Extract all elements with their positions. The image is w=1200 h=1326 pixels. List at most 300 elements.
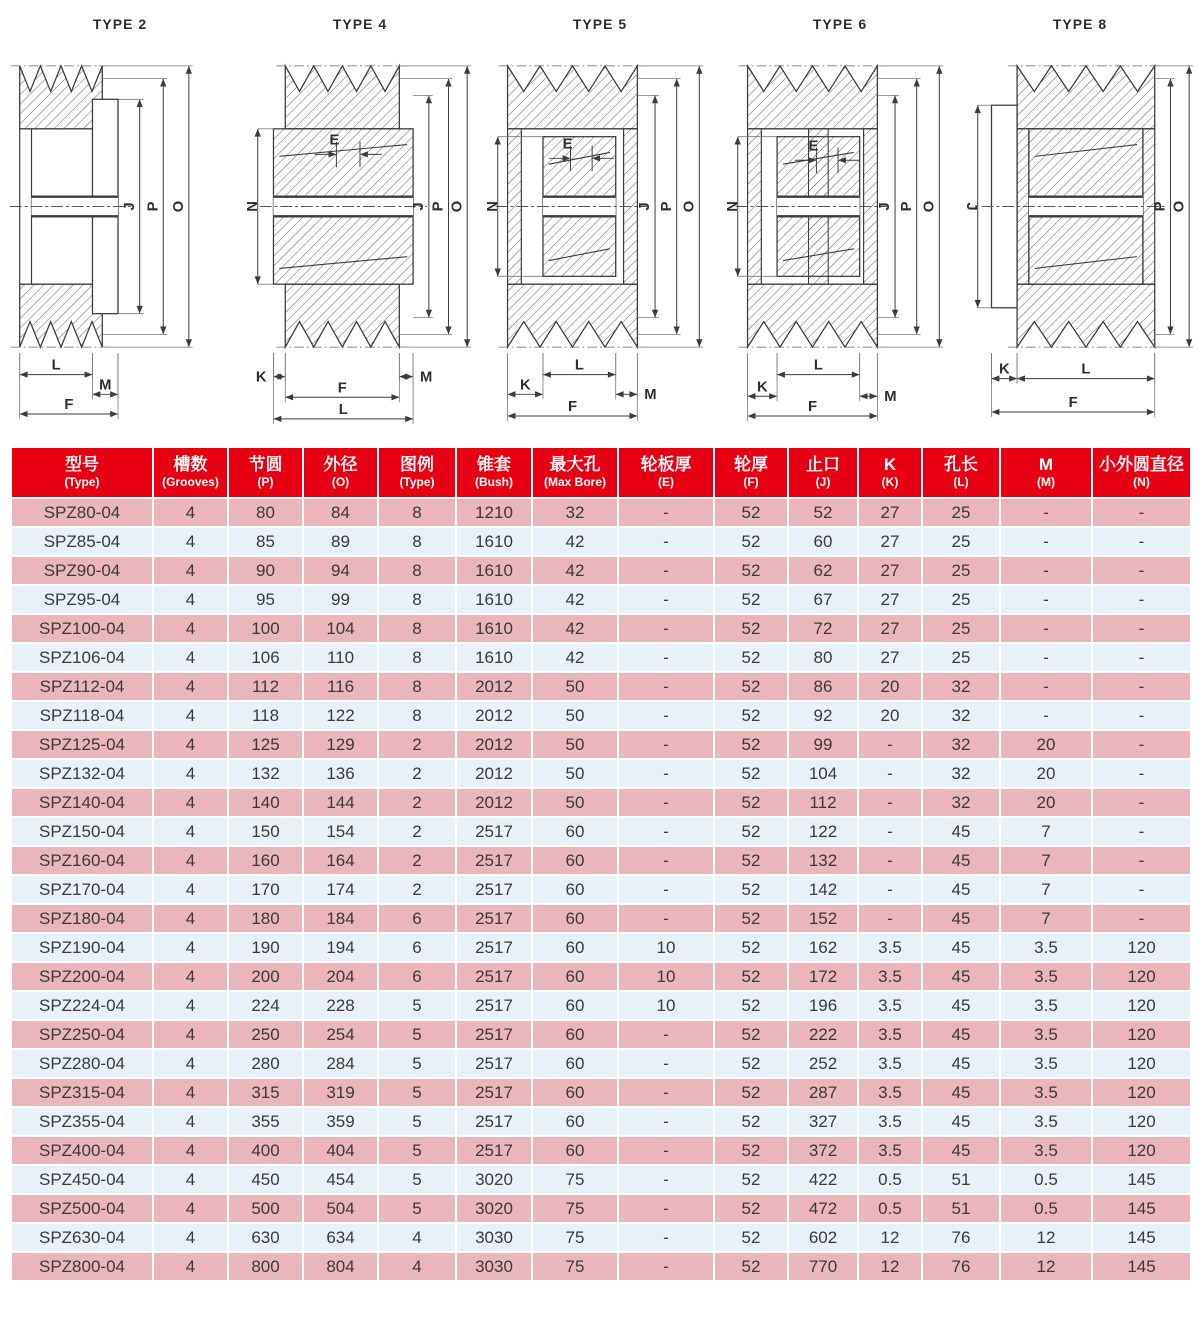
- cell: 145: [1092, 1165, 1191, 1194]
- column-header-zh: 槽数: [173, 455, 208, 474]
- cell: 8: [378, 672, 456, 701]
- cell: 634: [303, 1223, 378, 1252]
- cell: SPZ355-04: [11, 1107, 153, 1136]
- cell: 2517: [456, 1136, 532, 1165]
- cell: 1210: [456, 498, 532, 527]
- svg-text:O: O: [1171, 200, 1188, 213]
- cell: 10: [618, 962, 714, 991]
- cell: 3030: [456, 1223, 532, 1252]
- cell: 51: [922, 1194, 1000, 1223]
- cell: 62: [788, 556, 858, 585]
- cell: 20: [858, 701, 922, 730]
- cell: 2012: [456, 672, 532, 701]
- cell: -: [618, 788, 714, 817]
- cell: 7: [1000, 817, 1092, 846]
- cell: 3020: [456, 1194, 532, 1223]
- cell: 4: [153, 846, 228, 875]
- table-row: [11, 875, 1191, 904]
- cell: 10: [618, 933, 714, 962]
- cell: -: [1000, 643, 1092, 672]
- cell: 770: [788, 1252, 858, 1281]
- cell: 95: [228, 585, 303, 614]
- cell: 145: [1092, 1194, 1191, 1223]
- cell: SPZ190-04: [11, 933, 153, 962]
- cell: -: [618, 846, 714, 875]
- column-header-zh: 孔长: [944, 455, 978, 474]
- cell: -: [1092, 730, 1191, 759]
- cell: 145: [1092, 1223, 1191, 1252]
- cell: 42: [532, 527, 618, 556]
- diagram-type-4: [240, 10, 480, 446]
- cell: 800: [228, 1252, 303, 1281]
- cell: -: [1092, 614, 1191, 643]
- svg-text:L: L: [813, 357, 823, 374]
- cell: -: [1092, 556, 1191, 585]
- cell: -: [1092, 672, 1191, 701]
- cell: 204: [303, 962, 378, 991]
- cell: 454: [303, 1165, 378, 1194]
- cell: 76: [922, 1223, 1000, 1252]
- cell: 602: [788, 1223, 858, 1252]
- cell: 8: [378, 643, 456, 672]
- cell: 5: [378, 1078, 456, 1107]
- cell: 252: [788, 1049, 858, 1078]
- table-row: [11, 1136, 1191, 1165]
- svg-text:O: O: [449, 200, 466, 213]
- table-row: [11, 730, 1191, 759]
- cell: 45: [922, 846, 1000, 875]
- cell: 32: [922, 672, 1000, 701]
- diagram-type-2: [0, 10, 240, 446]
- cell: 106: [228, 643, 303, 672]
- cell: 4: [153, 556, 228, 585]
- cell: 136: [303, 759, 378, 788]
- column-header-zh: K: [883, 455, 897, 474]
- diagram-title: TYPE 6: [812, 16, 868, 32]
- svg-text:E: E: [329, 132, 340, 149]
- cell: -: [1000, 498, 1092, 527]
- cell: 45: [922, 817, 1000, 846]
- pulley-diagrams: [0, 0, 1200, 446]
- cell: 184: [303, 904, 378, 933]
- cell: 60: [532, 817, 618, 846]
- cell: -: [858, 788, 922, 817]
- cell: SPZ170-04: [11, 875, 153, 904]
- cell: 72: [788, 614, 858, 643]
- cell: 1610: [456, 556, 532, 585]
- cell: 60: [532, 962, 618, 991]
- cell: 3.5: [858, 1136, 922, 1165]
- cell: 25: [922, 527, 1000, 556]
- column-header-11: [922, 447, 1000, 498]
- column-header-7: [618, 447, 714, 498]
- cell: 51: [922, 1165, 1000, 1194]
- cell: SPZ125-04: [11, 730, 153, 759]
- column-header-en: (Type): [399, 475, 435, 489]
- cell: 100: [228, 614, 303, 643]
- cell: SPZ400-04: [11, 1136, 153, 1165]
- cell: 52: [714, 1107, 788, 1136]
- cell: 32: [922, 701, 1000, 730]
- cell: 27: [858, 556, 922, 585]
- cell: 2517: [456, 962, 532, 991]
- cell: 94: [303, 556, 378, 585]
- cell: 89: [303, 527, 378, 556]
- cell: 52: [788, 498, 858, 527]
- column-header-zh: 外径: [323, 455, 358, 474]
- svg-text:F: F: [1068, 395, 1078, 412]
- cell: 154: [303, 817, 378, 846]
- svg-text:P: P: [1152, 201, 1169, 212]
- table-row: [11, 1049, 1191, 1078]
- cell: 3.5: [858, 991, 922, 1020]
- cell: -: [1092, 701, 1191, 730]
- cell: 118: [228, 701, 303, 730]
- cell: 4: [153, 1136, 228, 1165]
- cell: 2: [378, 788, 456, 817]
- table-row: [11, 1078, 1191, 1107]
- table-row: [11, 527, 1191, 556]
- cell: 129: [303, 730, 378, 759]
- cell: 75: [532, 1165, 618, 1194]
- cell: 2517: [456, 933, 532, 962]
- cell: SPZ90-04: [11, 556, 153, 585]
- svg-text:J: J: [962, 202, 979, 211]
- cell: 3020: [456, 1165, 532, 1194]
- cell: 52: [714, 527, 788, 556]
- cell: SPZ280-04: [11, 1049, 153, 1078]
- cell: SPZ100-04: [11, 614, 153, 643]
- cell: 45: [922, 875, 1000, 904]
- cell: -: [1000, 614, 1092, 643]
- cell: -: [618, 1078, 714, 1107]
- cell: 3.5: [1000, 1078, 1092, 1107]
- cell: 8: [378, 556, 456, 585]
- cell: 52: [714, 585, 788, 614]
- cell: 2012: [456, 701, 532, 730]
- diagram-title: TYPE 4: [332, 16, 388, 32]
- cell: -: [858, 759, 922, 788]
- column-header-0: [11, 447, 153, 498]
- svg-text:K: K: [255, 369, 267, 386]
- cell: 12: [1000, 1223, 1092, 1252]
- cell: 50: [532, 759, 618, 788]
- cell: 4: [153, 585, 228, 614]
- cell: 45: [922, 1136, 1000, 1165]
- cell: 8: [378, 498, 456, 527]
- cell: 42: [532, 585, 618, 614]
- diagram-type-8: [960, 10, 1200, 446]
- cell: 327: [788, 1107, 858, 1136]
- diagram-title: TYPE 2: [92, 16, 148, 32]
- cell: 222: [788, 1020, 858, 1049]
- cell: SPZ500-04: [11, 1194, 153, 1223]
- svg-text:N: N: [482, 201, 499, 212]
- cell: 4: [153, 788, 228, 817]
- cell: 804: [303, 1252, 378, 1281]
- cell: 4: [153, 614, 228, 643]
- cell: 7: [1000, 846, 1092, 875]
- cell: SPZ450-04: [11, 1165, 153, 1194]
- svg-text:P: P: [658, 201, 675, 212]
- cell: 359: [303, 1107, 378, 1136]
- cell: 52: [714, 701, 788, 730]
- cell: 20: [858, 672, 922, 701]
- column-header-9: [788, 447, 858, 498]
- cell: 2517: [456, 817, 532, 846]
- cell: 3.5: [858, 1049, 922, 1078]
- cell: 4: [153, 962, 228, 991]
- cell: -: [618, 701, 714, 730]
- cell: 3.5: [1000, 991, 1092, 1020]
- cell: SPZ85-04: [11, 527, 153, 556]
- spec-table-head: [11, 447, 1191, 498]
- svg-text:F: F: [337, 380, 347, 397]
- cell: 4: [153, 991, 228, 1020]
- svg-text:K: K: [756, 379, 768, 396]
- cell: 0.5: [1000, 1165, 1092, 1194]
- table-row: [11, 817, 1191, 846]
- cell: 25: [922, 614, 1000, 643]
- cell: 150: [228, 817, 303, 846]
- cell: 5: [378, 1194, 456, 1223]
- cell: 25: [922, 498, 1000, 527]
- cell: 450: [228, 1165, 303, 1194]
- cell: 5: [378, 1136, 456, 1165]
- cell: 3.5: [858, 933, 922, 962]
- cell: 152: [788, 904, 858, 933]
- cell: 2: [378, 730, 456, 759]
- cell: 120: [1092, 1078, 1191, 1107]
- cell: 45: [922, 1020, 1000, 1049]
- cell: 116: [303, 672, 378, 701]
- cell: 45: [922, 904, 1000, 933]
- table-row: [11, 614, 1191, 643]
- svg-text:O: O: [681, 200, 698, 213]
- cell: 4: [153, 1252, 228, 1281]
- cell: -: [858, 875, 922, 904]
- cell: SPZ140-04: [11, 788, 153, 817]
- diagram-title: TYPE 8: [1052, 16, 1108, 32]
- svg-text:L: L: [338, 401, 348, 418]
- cell: 174: [303, 875, 378, 904]
- cell: 400: [228, 1136, 303, 1165]
- cell: 32: [922, 759, 1000, 788]
- cell: SPZ800-04: [11, 1252, 153, 1281]
- cell: 2517: [456, 991, 532, 1020]
- cell: 52: [714, 962, 788, 991]
- cell: 3.5: [1000, 962, 1092, 991]
- cell: 319: [303, 1078, 378, 1107]
- table-row: [11, 556, 1191, 585]
- cell: 52: [714, 875, 788, 904]
- cell: 27: [858, 614, 922, 643]
- column-header-zh: 小外圆直径: [1099, 455, 1184, 474]
- cell: 27: [858, 643, 922, 672]
- cell: 4: [153, 904, 228, 933]
- svg-text:E: E: [562, 136, 573, 153]
- cell: 12: [1000, 1252, 1092, 1281]
- cell: 3.5: [1000, 1020, 1092, 1049]
- cell: SPZ180-04: [11, 904, 153, 933]
- column-header-zh: 止口: [806, 455, 840, 474]
- cell: 45: [922, 933, 1000, 962]
- cell: 32: [532, 498, 618, 527]
- cell: 120: [1092, 933, 1191, 962]
- cell: 52: [714, 933, 788, 962]
- cell: 2012: [456, 759, 532, 788]
- cell: 2: [378, 817, 456, 846]
- cell: 3.5: [1000, 933, 1092, 962]
- spec-table: [10, 446, 1192, 1282]
- cell: 1610: [456, 527, 532, 556]
- svg-text:L: L: [51, 357, 61, 374]
- cell: 504: [303, 1194, 378, 1223]
- table-row: [11, 962, 1191, 991]
- table-row: [11, 1107, 1191, 1136]
- cell: 120: [1092, 1136, 1191, 1165]
- cell: 110: [303, 643, 378, 672]
- cell: 280: [228, 1049, 303, 1078]
- table-row: [11, 1223, 1191, 1252]
- cell: 228: [303, 991, 378, 1020]
- svg-text:E: E: [808, 138, 819, 155]
- cell: 42: [532, 556, 618, 585]
- column-header-en: (M): [1037, 475, 1055, 489]
- cell: -: [858, 730, 922, 759]
- cell: SPZ160-04: [11, 846, 153, 875]
- cell: -: [618, 730, 714, 759]
- cell: 472: [788, 1194, 858, 1223]
- table-row: [11, 933, 1191, 962]
- column-header-en: (F): [743, 475, 759, 489]
- cell: 2517: [456, 1107, 532, 1136]
- column-header-en: (O): [331, 475, 350, 489]
- cell: 120: [1092, 1020, 1191, 1049]
- cell: 1610: [456, 614, 532, 643]
- svg-text:L: L: [574, 357, 584, 374]
- cell: 3.5: [858, 1107, 922, 1136]
- cell: 60: [532, 846, 618, 875]
- diagram-type-6: [720, 10, 960, 446]
- cell: 4: [153, 1194, 228, 1223]
- cell: -: [858, 904, 922, 933]
- cell: 254: [303, 1020, 378, 1049]
- cell: -: [618, 817, 714, 846]
- cell: 50: [532, 788, 618, 817]
- pulley-drawing: [962, 34, 1198, 438]
- column-header-en: (P): [257, 475, 274, 489]
- cell: 50: [532, 701, 618, 730]
- cell: 60: [532, 1136, 618, 1165]
- cell: 52: [714, 672, 788, 701]
- cell: -: [1092, 527, 1191, 556]
- column-header-en: (Max Bore): [543, 475, 606, 489]
- cell: 196: [788, 991, 858, 1020]
- cell: 52: [714, 788, 788, 817]
- column-header-4: [378, 447, 456, 498]
- column-header-zh: 轮板厚: [640, 455, 692, 474]
- cell: 4: [153, 643, 228, 672]
- cell: 4: [153, 759, 228, 788]
- svg-text:F: F: [64, 397, 74, 414]
- column-header-en: (J): [815, 475, 831, 489]
- cell: 60: [532, 1078, 618, 1107]
- cell: -: [618, 614, 714, 643]
- cell: 2012: [456, 788, 532, 817]
- column-header-en: (Type): [64, 475, 100, 489]
- cell: 284: [303, 1049, 378, 1078]
- pulley-drawing: [2, 34, 238, 438]
- cell: 140: [228, 788, 303, 817]
- cell: 76: [922, 1252, 1000, 1281]
- svg-text:P: P: [430, 201, 447, 212]
- cell: 20: [1000, 759, 1092, 788]
- table-row: [11, 1165, 1191, 1194]
- cell: 90: [228, 556, 303, 585]
- cell: SPZ118-04: [11, 701, 153, 730]
- cell: 4: [153, 1165, 228, 1194]
- table-row: [11, 498, 1191, 527]
- cell: -: [1092, 585, 1191, 614]
- svg-text:N: N: [242, 201, 259, 212]
- cell: 104: [788, 759, 858, 788]
- cell: 145: [1092, 1252, 1191, 1281]
- cell: 194: [303, 933, 378, 962]
- cell: SPZ112-04: [11, 672, 153, 701]
- cell: 52: [714, 730, 788, 759]
- cell: 60: [532, 1049, 618, 1078]
- column-header-zh: 最大孔: [549, 455, 601, 474]
- cell: -: [618, 643, 714, 672]
- cell: -: [618, 875, 714, 904]
- cell: -: [1000, 701, 1092, 730]
- column-header-1: [153, 447, 228, 498]
- cell: 52: [714, 1078, 788, 1107]
- column-header-en: (Bush): [475, 475, 513, 489]
- cell: 50: [532, 672, 618, 701]
- cell: 0.5: [1000, 1194, 1092, 1223]
- cell: -: [1000, 672, 1092, 701]
- cell: 0.5: [858, 1165, 922, 1194]
- cell: 52: [714, 1223, 788, 1252]
- cell: 86: [788, 672, 858, 701]
- svg-text:M: M: [644, 387, 657, 404]
- cell: -: [618, 585, 714, 614]
- cell: -: [618, 1165, 714, 1194]
- cell: 160: [228, 846, 303, 875]
- spec-table-body: [11, 498, 1191, 1281]
- cell: 75: [532, 1194, 618, 1223]
- cell: 99: [303, 585, 378, 614]
- cell: 45: [922, 1049, 1000, 1078]
- cell: 27: [858, 585, 922, 614]
- svg-text:J: J: [121, 202, 138, 211]
- svg-text:L: L: [1081, 361, 1091, 378]
- cell: 3.5: [858, 962, 922, 991]
- cell: 630: [228, 1223, 303, 1252]
- column-header-en: (E): [658, 475, 674, 489]
- table-row: [11, 643, 1191, 672]
- pulley-drawing: [482, 34, 718, 438]
- cell: 92: [788, 701, 858, 730]
- cell: 112: [788, 788, 858, 817]
- cell: 45: [922, 991, 1000, 1020]
- cell: 45: [922, 1107, 1000, 1136]
- cell: 3.5: [858, 1078, 922, 1107]
- cell: 52: [714, 904, 788, 933]
- cell: -: [1000, 556, 1092, 585]
